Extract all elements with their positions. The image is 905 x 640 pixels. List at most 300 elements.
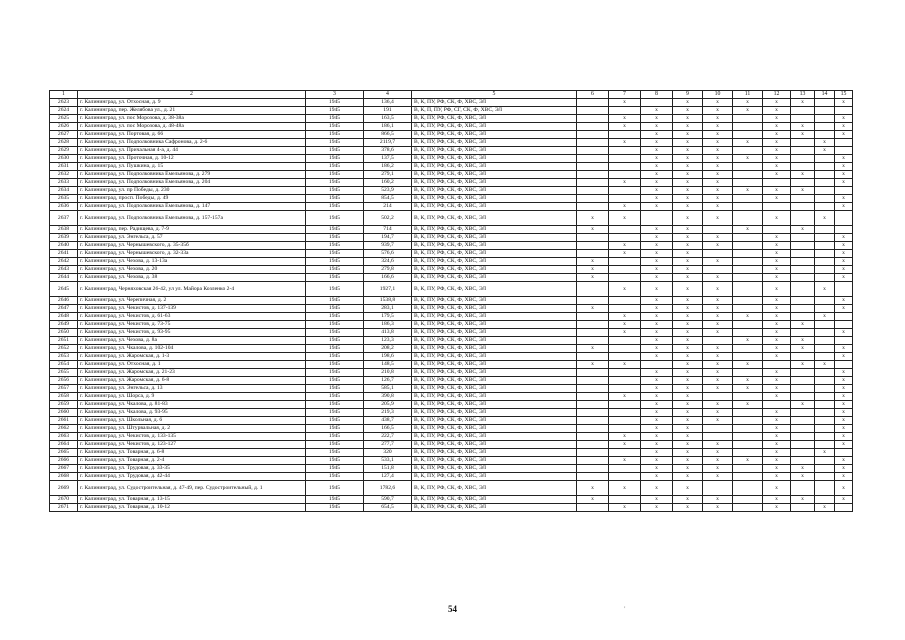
work-mark-cell: x <box>791 401 815 409</box>
area-cell: 205,9 <box>364 401 412 409</box>
work-mark-cell: x <box>703 473 733 481</box>
work-mark-cell: x <box>641 425 673 433</box>
work-mark-cell <box>703 337 733 345</box>
year-cell: 1945 <box>306 401 364 409</box>
work-mark-cell: x <box>791 337 815 345</box>
year-cell: 1945 <box>306 369 364 377</box>
work-mark-cell: x <box>763 504 791 512</box>
work-mark-cell <box>703 226 733 234</box>
table-row <box>50 163 853 171</box>
table-row <box>50 187 853 195</box>
work-mark-cell: x <box>733 99 763 107</box>
work-mark-cell <box>791 155 815 163</box>
work-mark-cell: x <box>703 417 733 425</box>
work-mark-cell: x <box>763 393 791 401</box>
address-cell: г. Калининград, ул. Чекистов, д. 61-63 <box>78 313 306 321</box>
work-mark-cell: x <box>609 179 641 187</box>
work-mark-cell <box>733 250 763 258</box>
work-mark-cell: x <box>835 179 853 187</box>
engineering-systems-cell: В, К, ПУ, РФ, СК, Ф, ХВС, ЭЛ <box>412 329 577 337</box>
work-mark-cell: x <box>641 441 673 449</box>
engineering-systems-cell: В, К, ПУ, РФ, СК, Ф, ХВС, ЭЛ <box>412 203 577 211</box>
work-mark-cell: x <box>703 282 733 297</box>
year-cell: 1945 <box>306 163 364 171</box>
work-mark-cell <box>791 457 815 465</box>
address-cell: г. Калининград, ул. Подполковника Емельянова, д. 147 <box>78 203 306 211</box>
work-mark-cell <box>577 163 609 171</box>
work-mark-cell: x <box>577 258 609 266</box>
work-mark-cell: x <box>815 139 835 147</box>
address-cell: г. Калининград, ул. Пушкина, д. 15 <box>78 163 306 171</box>
work-mark-cell <box>791 353 815 361</box>
work-mark-cell: x <box>673 417 703 425</box>
address-cell: г. Калининград, ул. Чекистов, д. 93-95 <box>78 329 306 337</box>
work-mark-cell: x <box>673 147 703 155</box>
area-cell: 523,9 <box>364 187 412 195</box>
engineering-systems-cell: В, К, ПУ, РФ, СК, Ф, ХВС, ЭЛ <box>412 99 577 107</box>
work-mark-cell: x <box>609 313 641 321</box>
work-mark-cell: x <box>835 441 853 449</box>
work-mark-cell: x <box>703 409 733 417</box>
year-cell: 1945 <box>306 481 364 496</box>
work-mark-cell <box>815 401 835 409</box>
row-number-cell: 2657 <box>50 385 78 393</box>
work-mark-cell: x <box>835 258 853 266</box>
year-cell: 1945 <box>306 441 364 449</box>
table-row <box>50 385 853 393</box>
work-mark-cell <box>733 242 763 250</box>
row-number-cell: 2651 <box>50 337 78 345</box>
address-cell: г. Калининград, ул. пр Победы, д. 230 <box>78 187 306 195</box>
work-mark-cell <box>791 425 815 433</box>
table-row <box>50 250 853 258</box>
work-mark-cell <box>763 226 791 234</box>
work-mark-cell <box>835 147 853 155</box>
header-cell: 11 <box>733 91 763 99</box>
work-mark-cell: x <box>835 274 853 282</box>
year-cell: 1945 <box>306 417 364 425</box>
header-cell: 12 <box>763 91 791 99</box>
work-mark-cell: x <box>641 179 673 187</box>
work-mark-cell <box>577 401 609 409</box>
year-cell: 1945 <box>306 496 364 504</box>
year-cell: 1945 <box>306 171 364 179</box>
work-mark-cell: x <box>673 345 703 353</box>
work-mark-cell <box>733 465 763 473</box>
header-cell: 14 <box>815 91 835 99</box>
register-body <box>50 91 853 512</box>
work-mark-cell: x <box>763 409 791 417</box>
engineering-systems-cell: В, К, ПУ, РФ, СК, Ф, ХВС, ЭЛ <box>412 195 577 203</box>
area-cell: 576,6 <box>364 250 412 258</box>
work-mark-cell: x <box>703 131 733 139</box>
address-cell: г. Калининград, ул. пос Морозова, д. 38-38а <box>78 115 306 123</box>
work-mark-cell: x <box>673 131 703 139</box>
address-cell: г. Калининград, ул. Товарная, д. 6-8 <box>78 449 306 457</box>
work-mark-cell <box>733 195 763 203</box>
work-mark-cell: x <box>835 353 853 361</box>
area-cell: 320 <box>364 449 412 457</box>
work-mark-cell: x <box>609 329 641 337</box>
work-mark-cell: x <box>673 305 703 313</box>
work-mark-cell: x <box>703 187 733 195</box>
work-mark-cell: x <box>673 171 703 179</box>
work-mark-cell: x <box>763 321 791 329</box>
address-cell: г. Калининград, Черняховская 26-42, ул ул. Майора Козленко 2-4 <box>78 282 306 297</box>
work-mark-cell: x <box>609 250 641 258</box>
area-cell: 136,4 <box>364 99 412 107</box>
work-mark-cell: x <box>673 99 703 107</box>
work-mark-cell <box>609 187 641 195</box>
row-number-cell: 2667 <box>50 465 78 473</box>
work-mark-cell: x <box>641 417 673 425</box>
row-number-cell: 2663 <box>50 433 78 441</box>
area-cell: 214 <box>364 203 412 211</box>
area-cell: 191 <box>364 107 412 115</box>
year-cell: 1945 <box>306 274 364 282</box>
area-cell: 854,5 <box>364 195 412 203</box>
work-mark-cell <box>733 282 763 297</box>
work-mark-cell <box>815 329 835 337</box>
row-number-cell: 2629 <box>50 147 78 155</box>
work-mark-cell <box>815 385 835 393</box>
work-mark-cell: x <box>763 155 791 163</box>
work-mark-cell: x <box>835 171 853 179</box>
engineering-systems-cell: В, К, ПУ, РФ, СК, Ф, ХВС, ЭЛ <box>412 385 577 393</box>
work-mark-cell: x <box>703 353 733 361</box>
table-row <box>50 203 853 211</box>
work-mark-cell: x <box>673 369 703 377</box>
table-row <box>50 465 853 473</box>
work-mark-cell <box>577 504 609 512</box>
work-mark-cell: x <box>791 473 815 481</box>
work-mark-cell: x <box>641 155 673 163</box>
engineering-systems-cell: В, К, ПУ, РФ, СК, Ф, ХВС, ЭЛ <box>412 187 577 195</box>
work-mark-cell <box>791 282 815 297</box>
work-mark-cell: x <box>791 345 815 353</box>
work-mark-cell <box>609 496 641 504</box>
row-number-cell: 2640 <box>50 242 78 250</box>
engineering-systems-cell: В, К, ПУ, РФ, СК, Ф, ХВС, ЭЛ <box>412 481 577 496</box>
work-mark-cell: x <box>577 226 609 234</box>
work-mark-cell: x <box>641 282 673 297</box>
work-mark-cell: x <box>815 147 835 155</box>
work-mark-cell: x <box>673 258 703 266</box>
work-mark-cell: x <box>673 115 703 123</box>
work-mark-cell <box>733 211 763 226</box>
work-mark-cell <box>815 266 835 274</box>
table-row <box>50 409 853 417</box>
work-mark-cell: x <box>703 203 733 211</box>
work-mark-cell: x <box>673 139 703 147</box>
work-mark-cell <box>733 163 763 171</box>
work-mark-cell <box>703 481 733 496</box>
work-mark-cell <box>791 147 815 155</box>
work-mark-cell <box>641 211 673 226</box>
work-mark-cell: x <box>733 187 763 195</box>
work-mark-cell: x <box>835 242 853 250</box>
engineering-systems-cell: В, К, ПУ, РФ, СК, Ф, ХВС, ЭЛ <box>412 313 577 321</box>
area-cell: 186,3 <box>364 321 412 329</box>
row-number-cell: 2645 <box>50 282 78 297</box>
address-cell: г. Калининград, ул. Чехова, д. 38 <box>78 274 306 282</box>
year-cell: 1945 <box>306 321 364 329</box>
work-mark-cell: x <box>763 385 791 393</box>
work-mark-cell: x <box>763 107 791 115</box>
work-mark-cell: x <box>703 329 733 337</box>
work-mark-cell <box>733 147 763 155</box>
work-mark-cell: x <box>641 250 673 258</box>
work-mark-cell <box>703 425 733 433</box>
work-mark-cell: x <box>609 99 641 107</box>
work-mark-cell: x <box>763 147 791 155</box>
work-mark-cell <box>791 163 815 171</box>
work-mark-cell: x <box>703 139 733 147</box>
work-mark-cell <box>815 179 835 187</box>
work-mark-cell: x <box>641 393 673 401</box>
area-cell: 324,6 <box>364 258 412 266</box>
work-mark-cell <box>641 361 673 369</box>
engineering-systems-cell: В, К, ПУ, РФ, СК, Ф, ХВС, ЭЛ <box>412 211 577 226</box>
work-mark-cell: x <box>641 481 673 496</box>
work-mark-cell: x <box>673 282 703 297</box>
work-mark-cell: x <box>791 99 815 107</box>
area-cell: 590,7 <box>364 496 412 504</box>
work-mark-cell: x <box>763 496 791 504</box>
work-mark-cell: x <box>703 369 733 377</box>
work-mark-cell <box>703 433 733 441</box>
engineering-systems-cell: В, К, П, ПУ, РФ, СГ, СК, Ф, ХВС, ЭЛ <box>412 107 577 115</box>
address-cell: г. Калининград, ул. Чехова, д. 13-13а <box>78 258 306 266</box>
engineering-systems-cell: В, К, ПУ, РФ, СК, Ф, ХВС, ЭЛ <box>412 242 577 250</box>
work-mark-cell <box>815 250 835 258</box>
work-mark-cell: x <box>673 107 703 115</box>
work-mark-cell <box>609 131 641 139</box>
work-mark-cell <box>815 187 835 195</box>
table-row <box>50 345 853 353</box>
row-number-cell: 2656 <box>50 377 78 385</box>
work-mark-cell: x <box>673 481 703 496</box>
work-mark-cell: x <box>733 377 763 385</box>
address-cell: г. Калининград, ул. Чекистов, д. 123-127 <box>78 441 306 449</box>
year-cell: 1945 <box>306 99 364 107</box>
address-cell: г. Калининград, пер. Желябова ул., д. 21 <box>78 107 306 115</box>
work-mark-cell <box>609 195 641 203</box>
work-mark-cell: x <box>609 393 641 401</box>
work-mark-cell: x <box>763 195 791 203</box>
work-mark-cell: x <box>673 187 703 195</box>
table-row <box>50 195 853 203</box>
work-mark-cell <box>835 226 853 234</box>
table-row <box>50 321 853 329</box>
work-mark-cell: x <box>609 123 641 131</box>
work-mark-cell: x <box>641 203 673 211</box>
work-mark-cell: x <box>609 115 641 123</box>
engineering-systems-cell: В, К, ПУ, РФ, СК, Ф, ХВС, ЭЛ <box>412 345 577 353</box>
year-cell: 1945 <box>306 211 364 226</box>
work-mark-cell <box>835 139 853 147</box>
work-mark-cell <box>609 163 641 171</box>
area-cell: 198,6 <box>364 353 412 361</box>
engineering-systems-cell: В, К, ПУ, РФ, СК, Ф, ХВС, ЭЛ <box>412 179 577 187</box>
address-cell: г. Калининград, ул. Чекистов, д. 137-139 <box>78 305 306 313</box>
address-cell: г. Калининград, ул. Жаромская, д. 21-23 <box>78 369 306 377</box>
area-cell: 277,7 <box>364 441 412 449</box>
work-mark-cell <box>577 329 609 337</box>
work-mark-cell <box>609 401 641 409</box>
work-mark-cell <box>577 242 609 250</box>
work-mark-cell: x <box>791 321 815 329</box>
work-mark-cell <box>609 266 641 274</box>
work-mark-cell <box>609 155 641 163</box>
engineering-systems-cell: В, К, ПУ, РФ, СК, Ф, ХВС, ЭЛ <box>412 250 577 258</box>
area-cell: 1538,8 <box>364 297 412 305</box>
table-row <box>50 258 853 266</box>
work-mark-cell: x <box>673 465 703 473</box>
work-mark-cell: x <box>673 313 703 321</box>
work-mark-cell <box>815 465 835 473</box>
table-row <box>50 282 853 297</box>
row-number-cell: 2639 <box>50 234 78 242</box>
work-mark-cell: x <box>703 179 733 187</box>
table-row <box>50 115 853 123</box>
year-cell: 1945 <box>306 297 364 305</box>
work-mark-cell: x <box>641 187 673 195</box>
table-row <box>50 131 853 139</box>
work-mark-cell <box>577 195 609 203</box>
work-mark-cell <box>815 99 835 107</box>
work-mark-cell <box>815 425 835 433</box>
year-cell: 1945 <box>306 242 364 250</box>
work-mark-cell: x <box>733 401 763 409</box>
work-mark-cell <box>577 171 609 179</box>
work-mark-cell: x <box>733 337 763 345</box>
work-mark-cell: x <box>815 504 835 512</box>
work-mark-cell: x <box>641 433 673 441</box>
work-mark-cell: x <box>577 305 609 313</box>
work-mark-cell <box>577 131 609 139</box>
row-number-cell: 2665 <box>50 449 78 457</box>
work-mark-cell <box>577 353 609 361</box>
work-mark-cell <box>609 377 641 385</box>
area-cell: 222,7 <box>364 433 412 441</box>
row-number-cell: 2635 <box>50 195 78 203</box>
register-table <box>49 90 853 512</box>
work-mark-cell: x <box>835 385 853 393</box>
work-mark-cell <box>791 258 815 266</box>
area-cell: 714 <box>364 226 412 234</box>
work-mark-cell <box>609 107 641 115</box>
work-mark-cell: x <box>733 361 763 369</box>
work-mark-cell <box>609 425 641 433</box>
work-mark-cell: x <box>703 195 733 203</box>
work-mark-cell: x <box>763 139 791 147</box>
area-cell: 179,5 <box>364 313 412 321</box>
row-number-cell: 2642 <box>50 258 78 266</box>
work-mark-cell <box>791 504 815 512</box>
work-mark-cell: x <box>673 425 703 433</box>
work-mark-cell: x <box>763 115 791 123</box>
area-cell: 413,8 <box>364 329 412 337</box>
work-mark-cell <box>733 441 763 449</box>
work-mark-cell <box>577 107 609 115</box>
work-mark-cell: x <box>703 99 733 107</box>
work-mark-cell: x <box>835 457 853 465</box>
work-mark-cell: x <box>641 496 673 504</box>
engineering-systems-cell: В, К, ПУ, РФ, СК, Ф, ХВС, ЭЛ <box>412 123 577 131</box>
engineering-systems-cell: В, К, ПУ, РФ, СК, Ф, ХВС, ЭЛ <box>412 234 577 242</box>
work-mark-cell <box>577 187 609 195</box>
work-mark-cell <box>815 155 835 163</box>
work-mark-cell: x <box>641 457 673 465</box>
header-cell: 5 <box>412 91 577 99</box>
address-cell: г. Калининград, просп. Победы, д. 49 <box>78 195 306 203</box>
work-mark-cell: x <box>673 203 703 211</box>
work-mark-cell: x <box>673 155 703 163</box>
work-mark-cell: x <box>641 377 673 385</box>
area-cell: 163,5 <box>364 115 412 123</box>
work-mark-cell: x <box>835 473 853 481</box>
work-mark-cell: x <box>763 123 791 131</box>
area-cell: 210,8 <box>364 369 412 377</box>
work-mark-cell: x <box>673 337 703 345</box>
table-row <box>50 179 853 187</box>
address-cell: г. Калининград, ул. пос Морозова, д. 48-48а <box>78 123 306 131</box>
work-mark-cell: x <box>733 139 763 147</box>
year-cell: 1945 <box>306 115 364 123</box>
work-mark-cell <box>609 465 641 473</box>
work-mark-cell: x <box>673 361 703 369</box>
work-mark-cell <box>815 393 835 401</box>
table-row <box>50 226 853 234</box>
work-mark-cell <box>791 329 815 337</box>
table-row <box>50 449 853 457</box>
work-mark-cell: x <box>703 242 733 250</box>
table-row <box>50 433 853 441</box>
work-mark-cell: x <box>673 473 703 481</box>
work-mark-cell <box>577 282 609 297</box>
year-cell: 1945 <box>306 250 364 258</box>
table-row <box>50 457 853 465</box>
table-row <box>50 123 853 131</box>
work-mark-cell: x <box>763 234 791 242</box>
engineering-systems-cell: В, К, ПУ, РФ, СК, Ф, ХВС, ЭЛ <box>412 171 577 179</box>
year-cell: 1945 <box>306 147 364 155</box>
work-mark-cell: x <box>763 250 791 258</box>
work-mark-cell: x <box>673 409 703 417</box>
work-mark-cell <box>577 297 609 305</box>
address-cell: г. Калининград, ул. Портовая, д. 66 <box>78 131 306 139</box>
work-mark-cell: x <box>609 139 641 147</box>
work-mark-cell <box>815 123 835 131</box>
work-mark-cell: x <box>641 313 673 321</box>
work-mark-cell <box>733 417 763 425</box>
work-mark-cell <box>763 203 791 211</box>
work-mark-cell <box>791 297 815 305</box>
work-mark-cell <box>577 441 609 449</box>
work-mark-cell: x <box>835 155 853 163</box>
engineering-systems-cell: В, К, ПУ, РФ, СК, Ф, ХВС, ЭЛ <box>412 457 577 465</box>
engineering-systems-cell: В, К, ПУ, РФ, СК, Ф, ХВС, ЭЛ <box>412 441 577 449</box>
address-cell: г. Калининград, ул. Товарная, д. 2-4 <box>78 457 306 465</box>
work-mark-cell: x <box>673 195 703 203</box>
row-number-cell: 2630 <box>50 155 78 163</box>
area-cell: 186,2 <box>364 163 412 171</box>
work-mark-cell: x <box>641 123 673 131</box>
work-mark-cell <box>815 115 835 123</box>
work-mark-cell: x <box>763 473 791 481</box>
work-mark-cell <box>577 385 609 393</box>
